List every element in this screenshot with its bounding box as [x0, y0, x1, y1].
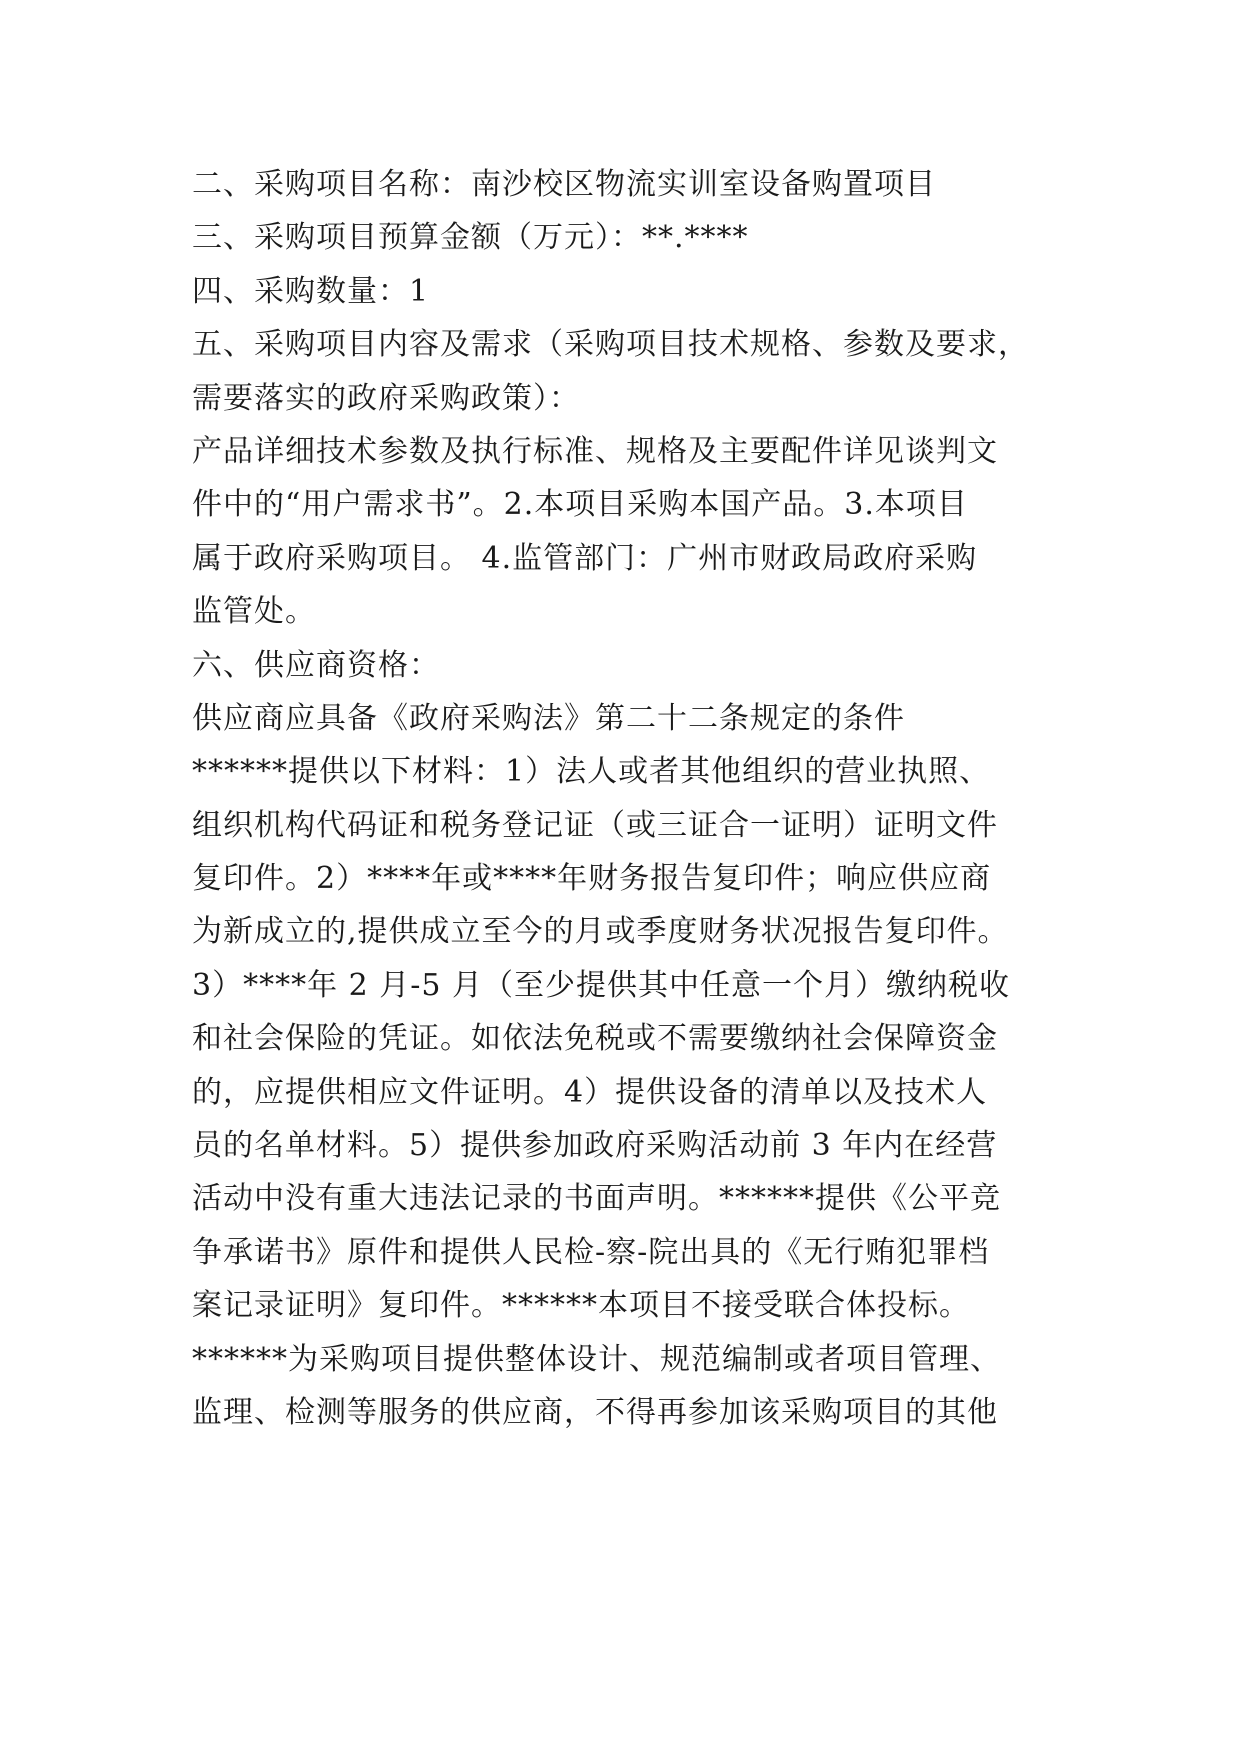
doc-line: 和社会保险的凭证。如依法免税或不需要缴纳社会保障资金: [192, 1021, 998, 1057]
doc-line: 为新成立的,提供成立至今的月或季度财务状况报告复印件。: [192, 914, 1009, 950]
doc-line: 五、采购项目内容及需求（采购项目技术规格、参数及要求，: [192, 327, 1029, 363]
doc-line: ******为采购项目提供整体设计、规范编制或者项目管理、: [192, 1341, 1001, 1377]
doc-line: 组织机构代码证和税务登记证（或三证合一证明）证明文件: [192, 807, 998, 843]
doc-line: 的，应提供相应文件证明。4）提供设备的清单以及技术人: [192, 1074, 988, 1110]
doc-line: 六、供应商资格：: [192, 647, 440, 683]
doc-line: 需要落实的政府采购政策）：: [192, 380, 580, 416]
doc-line: 二、采购项目名称：南沙校区物流实训室设备购置项目: [192, 167, 936, 202]
doc-line: 供应商应具备《政府采购法》第二十二条规定的条件: [192, 700, 905, 736]
doc-line: 活动中没有重大违法记录的书面声明。******提供《公平竞: [192, 1181, 1001, 1217]
doc-line: 争承诺书》原件和提供人民检-察-院出具的《无行贿犯罪档: [192, 1234, 990, 1270]
doc-line: 监理、检测等服务的供应商，不得再参加该采购项目的其他: [192, 1394, 998, 1430]
doc-line: 四、采购数量：1: [192, 273, 430, 309]
doc-line: 属于政府采购项目。 4.监管部门：广州市财政局政府采购: [192, 540, 978, 576]
doc-line: 复印件。2）****年或****年财务报告复印件；响应供应商: [192, 861, 992, 897]
doc-line: 员的名单材料。5）提供参加政府采购活动前 3 年内在经营: [192, 1128, 998, 1164]
doc-line: 3）****年 2 月-5 月（至少提供其中任意一个月）缴纳税收: [192, 967, 1011, 1003]
doc-line: 件中的“用户需求书”。2.本项目采购本国产品。3.本项目: [192, 487, 968, 523]
doc-line: 产品详细技术参数及执行标准、规格及主要配件详见谈判文: [192, 433, 998, 469]
document-body: [192, 158, 1072, 1439]
doc-line: 案记录证明》复印件。******本项目不接受联合体投标。: [192, 1288, 970, 1324]
doc-line: ******提供以下材料：1）法人或者其他组织的营业执照、: [192, 754, 991, 790]
doc-line: 三、采购项目预算金额（万元）：**.****: [192, 220, 749, 256]
doc-line: 监管处。: [192, 594, 316, 630]
